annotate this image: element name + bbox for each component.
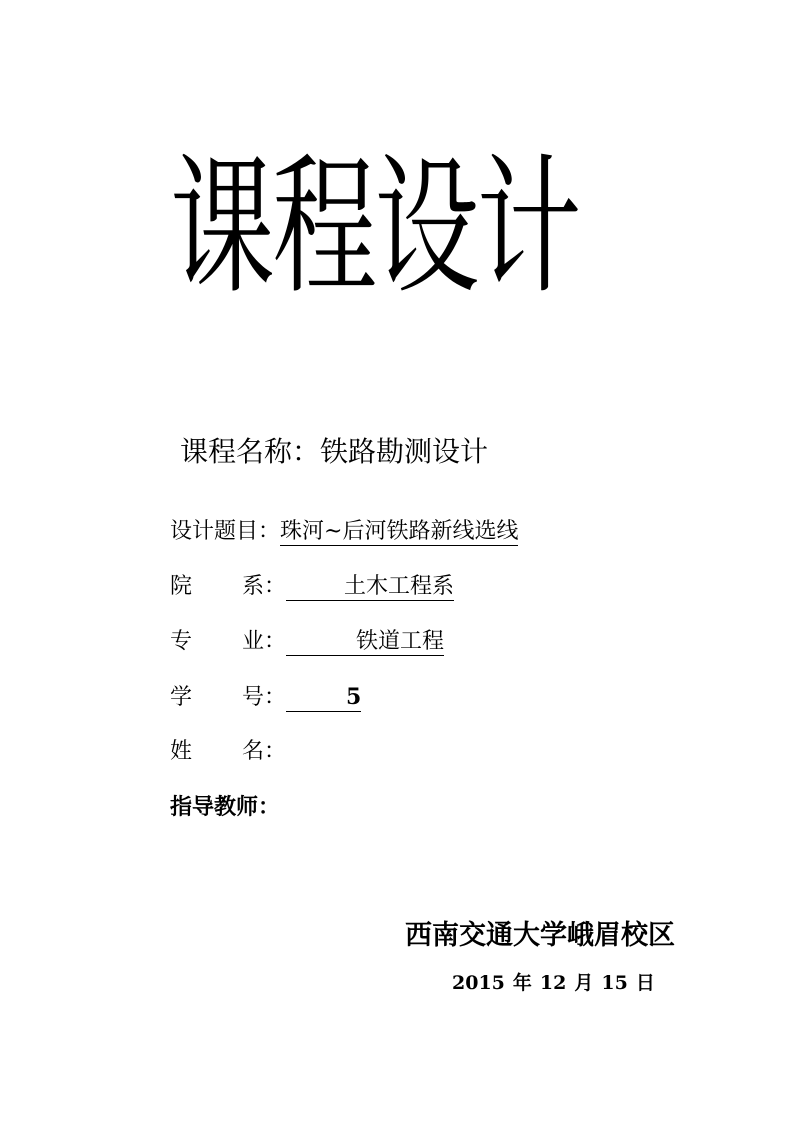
date-month-unit: 月: [574, 972, 594, 994]
name-label-2: 名：: [242, 739, 287, 764]
name-label-1: 姓: [170, 739, 193, 764]
field-major: [170, 626, 444, 658]
student-id-value: 5: [286, 684, 361, 712]
course-name-label: 课程名称：: [180, 435, 321, 468]
date-month: 12: [539, 972, 567, 994]
date-year: 2015: [452, 972, 505, 994]
school-name: 西南交通大学峨眉校区: [405, 920, 675, 951]
major-value: 铁道工程: [286, 629, 444, 656]
department-label-2: 系：: [242, 574, 287, 599]
topic-label: 设计题目：: [170, 519, 281, 544]
field-advisor: [170, 791, 280, 823]
student-id-label-1: 学: [170, 685, 193, 710]
cover-title: 课程设计: [170, 141, 579, 315]
department-label-1: 院: [170, 574, 193, 599]
topic-value: 珠河~后河铁路新线选线: [280, 519, 519, 544]
field-department: [170, 571, 454, 603]
date-day: 15: [601, 972, 628, 994]
date-year-unit: 年: [512, 972, 532, 994]
major-label-2: 业：: [242, 629, 287, 654]
major-label-1: 专: [170, 629, 193, 654]
department-value: 土木工程系: [286, 574, 454, 601]
advisor-label: 指导教师：: [170, 794, 281, 820]
date-day-unit: 日: [635, 972, 655, 994]
course-name-value: 铁路勘测设计: [320, 435, 489, 468]
date-line: [452, 968, 655, 998]
field-name: [170, 736, 286, 768]
field-topic: [170, 516, 518, 548]
course-name-line: [180, 432, 488, 472]
student-id-label-2: 号：: [242, 685, 287, 710]
field-student-id: [170, 681, 361, 714]
